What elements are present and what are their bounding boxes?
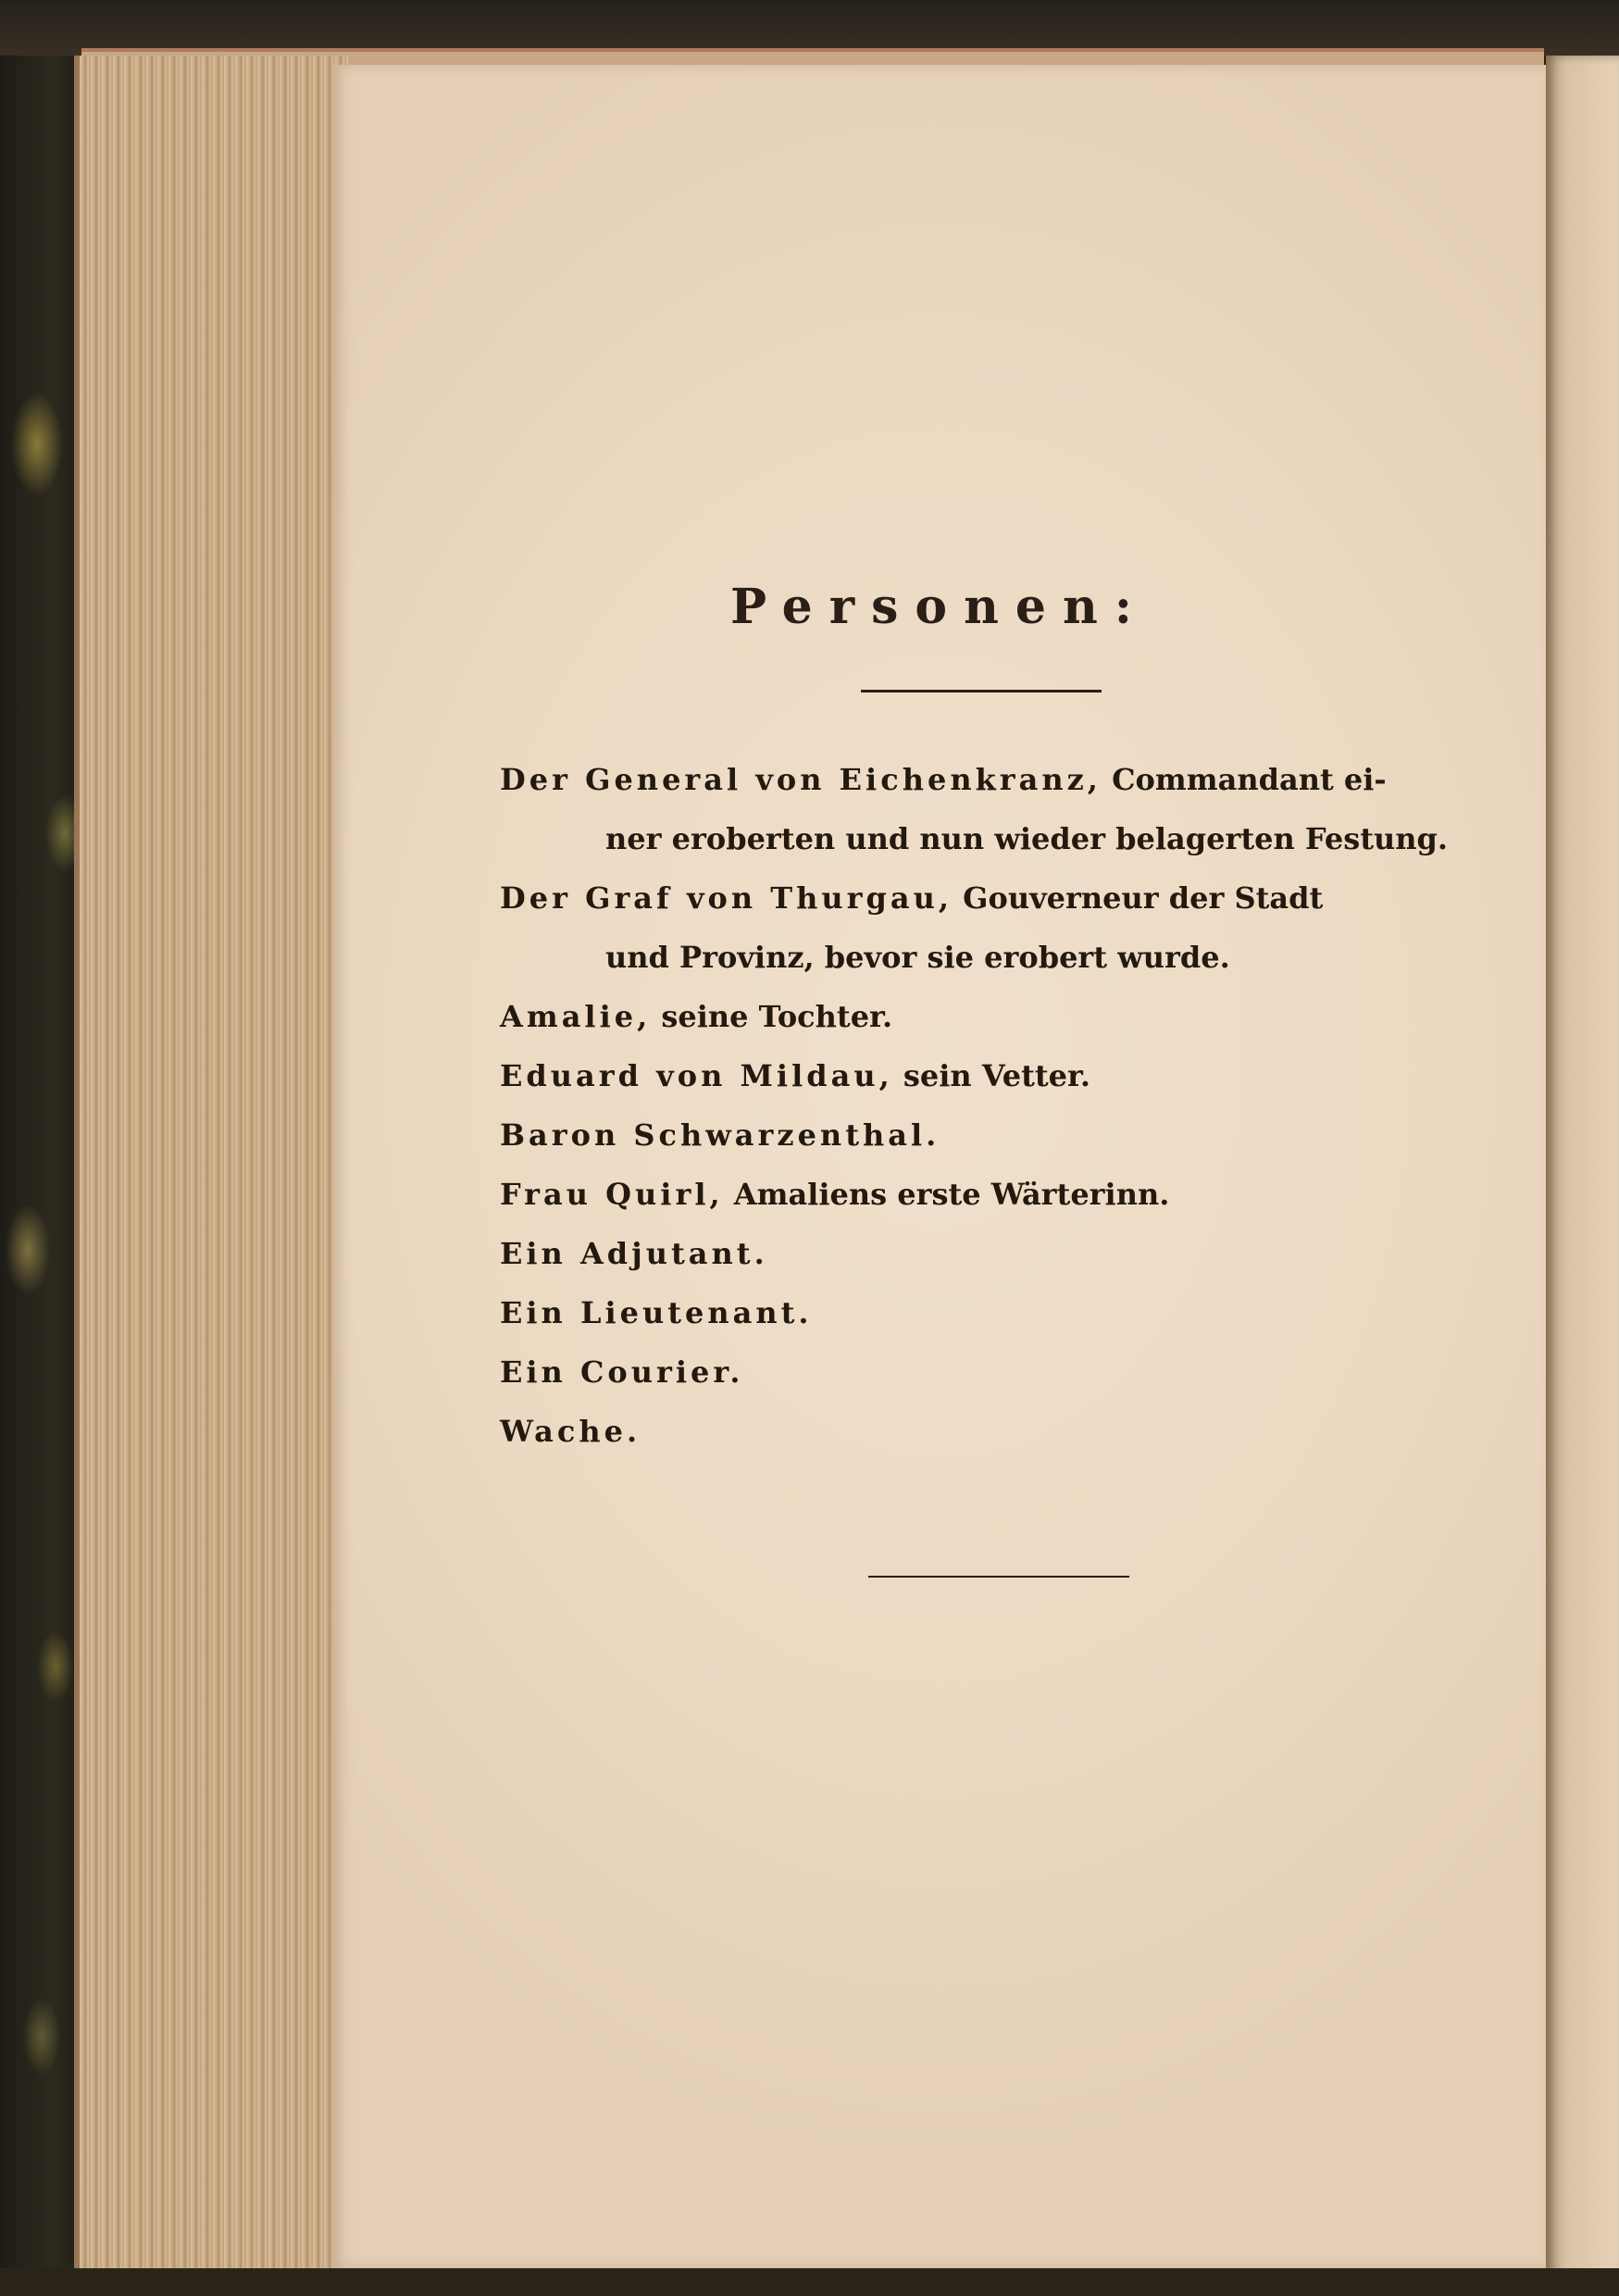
- cast-name: Der General von Eichenkranz,: [500, 762, 1102, 797]
- cast-name: Ein Adjutant.: [500, 1236, 768, 1271]
- heading-rule: [861, 690, 1102, 693]
- cast-description: sein Vetter.: [892, 1058, 1091, 1093]
- cast-entry: [500, 1402, 1518, 1461]
- cast-entry: [500, 1283, 1518, 1342]
- cast-name: Baron Schwarzenthal.: [500, 1117, 940, 1153]
- cast-name: Der Graf von Thurgau,: [500, 880, 953, 916]
- book-page: [333, 65, 1546, 2268]
- cast-name: Ein Lieutenant.: [500, 1295, 813, 1330]
- cast-description: Amaliens erste Wärterinn.: [723, 1177, 1170, 1212]
- cast-entry: [500, 1342, 1518, 1402]
- cast-name: Eduard von Mildau,: [500, 1058, 893, 1093]
- cast-description: Gouverneur der Stadt: [953, 880, 1324, 916]
- facing-page-edge: [1546, 56, 1619, 2287]
- cast-name: Amalie,: [500, 999, 652, 1034]
- cast-entry: [500, 750, 1518, 809]
- cast-list: [500, 750, 1518, 1461]
- cast-entry-continuation: und Provinz, bevor sie erobert wurde.: [605, 940, 1230, 975]
- cast-name: Wache.: [500, 1414, 641, 1449]
- cast-entry: [500, 1224, 1518, 1283]
- cast-entry: [500, 1165, 1518, 1224]
- cast-entry: [500, 987, 1518, 1046]
- cast-name: Ein Courier.: [500, 1354, 744, 1390]
- book-cover-bottom: [0, 2268, 1619, 2296]
- cast-description: seine Tochter.: [651, 999, 893, 1034]
- cast-name: Frau Quirl,: [500, 1177, 724, 1212]
- closing-rule: [868, 1576, 1129, 1578]
- book-cover-top: [0, 0, 1619, 56]
- cast-description: Commandant ei-: [1101, 762, 1387, 797]
- cast-entry: [500, 1105, 1518, 1165]
- cast-entry-continuation: ner eroberten und nun wieder belagerten Festung.: [605, 821, 1449, 856]
- cast-entry: [500, 868, 1518, 928]
- page-heading: Personen:: [729, 579, 1150, 635]
- page-stack-fore-edge: [74, 56, 348, 2268]
- cast-entry: [500, 1046, 1518, 1105]
